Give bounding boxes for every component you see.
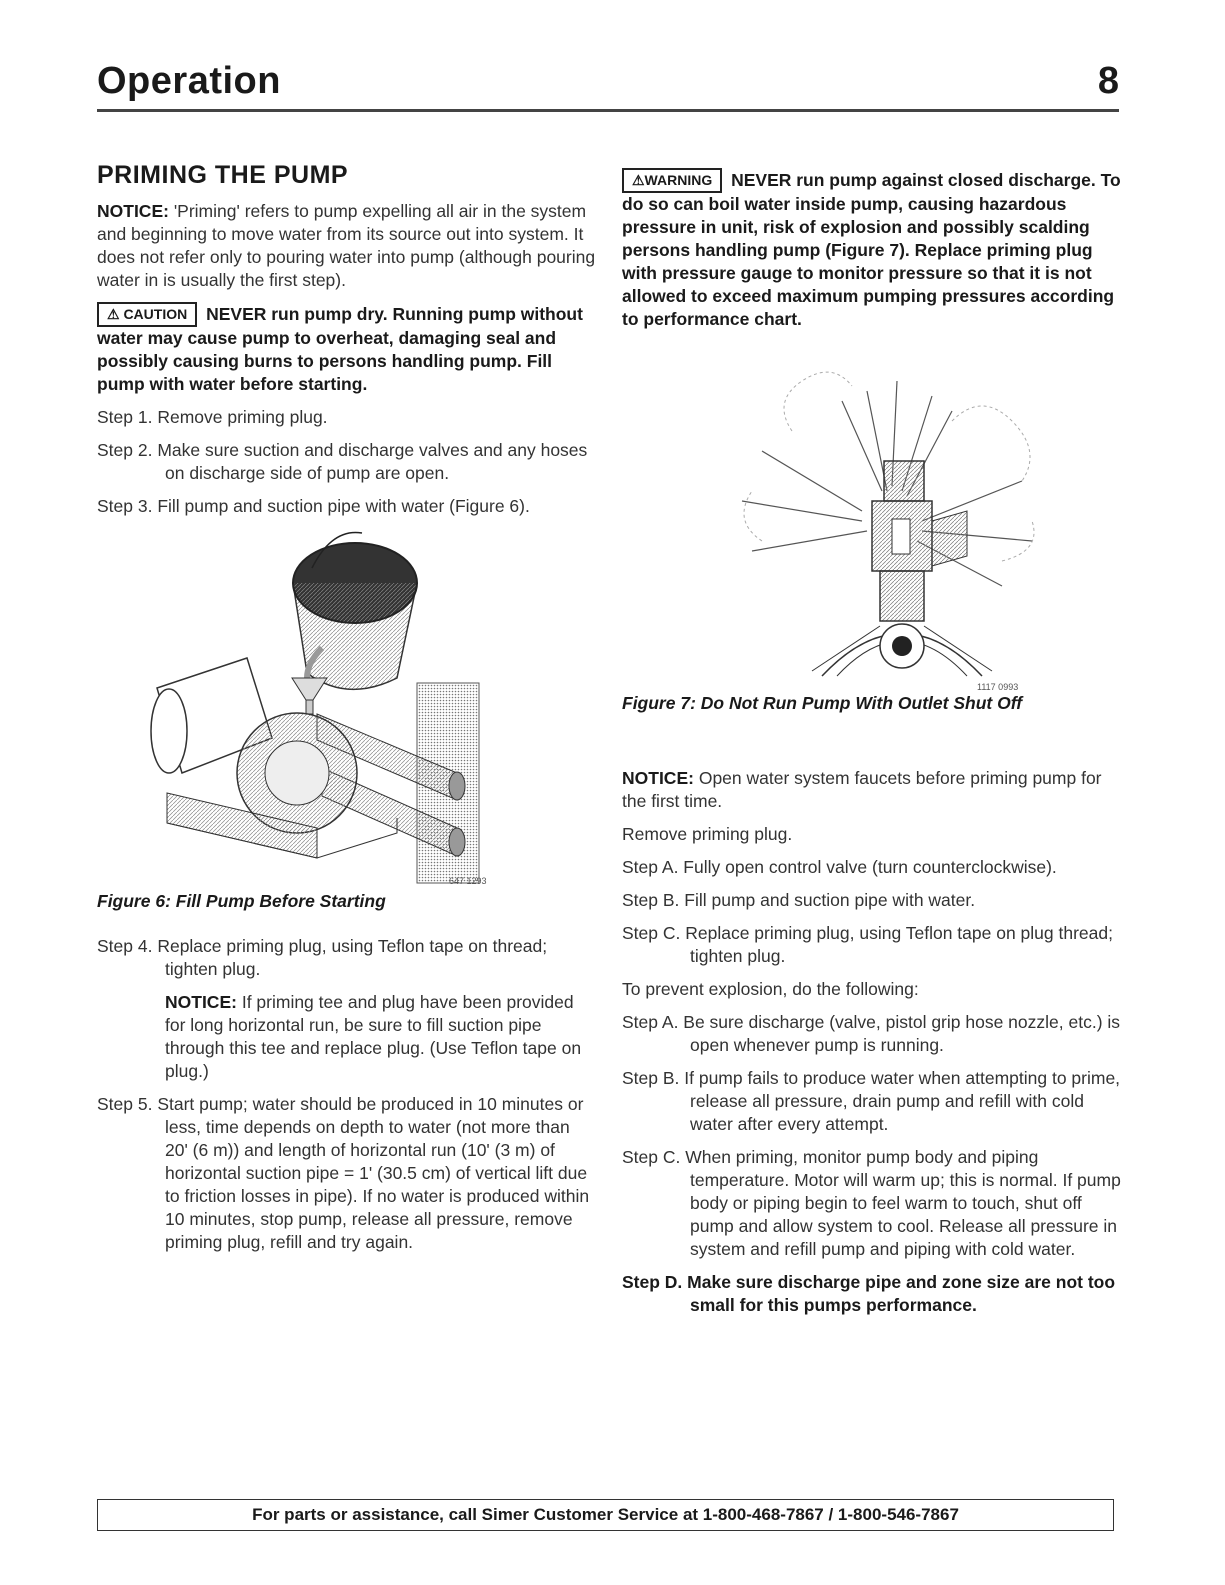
step-d: Step D. Make sure discharge pipe and zone size are not too small for this pumps performance. xyxy=(622,1272,1116,1315)
step-item: Step 5. Start pump; water should be produced in 10 minutes or less, time depends on depth to water (not more than 20' (6 m)) and length of horizontal run (10' (3 m) of horizontal suction pipe = 1' (30.5 cm) of vertical lift due to friction losses in pipe). If no water is produced within 10 minutes, stop pump, release all pressure, remove priming plug, refill and try again. xyxy=(97,1094,590,1252)
figure-caption: Figure 6: Fill Pump Before Starting xyxy=(97,891,386,911)
step-item: Step 2. Make sure suction and discharge valves and any hoses on discharge side of pump are open. xyxy=(97,440,588,483)
warning-text: NEVER run pump against closed discharge. To do so can boil water inside pump, causing hazardous pressure in unit, risk of explosion and possibly scalding persons handling pump (Figure 7). Replace priming plug with pressure gauge to monitor pressure so that it is not allowed to exceed maximum pumping pressures according to performance chart. xyxy=(622,170,1121,329)
step-item: Step C. Replace priming plug, using Teflon tape on plug thread; tighten plug. xyxy=(622,923,1113,966)
page-number: 8 xyxy=(1097,60,1119,102)
remove-plug-text: Remove priming plug. xyxy=(622,824,793,844)
step-item: Step A. Be sure discharge (valve, pistol grip hose nozzle, etc.) is open whenever pump is running. xyxy=(622,1012,1121,1055)
notice-label: NOTICE: xyxy=(165,992,237,1012)
step-item: Step C. When priming, monitor pump body and piping temperature. Motor will warm up; this is normal. If pump body or piping begin to feel warm to touch, shut off pump and allow system to cool. Release all pressure in system and refill pump and piping with cold water. xyxy=(622,1147,1121,1259)
right-column xyxy=(622,160,1122,1327)
caution-paragraph xyxy=(97,302,597,396)
warning-badge: ⚠WARNING xyxy=(622,168,722,193)
step-notice xyxy=(165,991,597,1083)
figure-7 xyxy=(622,341,1122,692)
step-item: Step 4. Replace priming plug, using Teflon tape on thread; tighten plug. xyxy=(97,936,548,979)
notice-text: If priming tee and plug have been provided for long horizontal run, be sure to fill suction pipe through this tee and replace plug. (Use Teflon tape on plug.) xyxy=(165,992,582,1081)
notice-label: NOTICE: xyxy=(97,201,169,221)
notice-text: Open water system faucets before priming pump for the first time. xyxy=(622,768,1102,811)
notice-paragraph xyxy=(622,767,1122,813)
page-title: Operation xyxy=(97,60,281,102)
warning-paragraph xyxy=(622,168,1122,331)
figure-code: 647 1293 xyxy=(449,876,487,886)
figure-code: 1117 0993 xyxy=(977,682,1019,692)
figure-6 xyxy=(97,528,597,888)
prevent-explosion-text: To prevent explosion, do the following: xyxy=(622,979,919,999)
section-title: PRIMING THE PUMP xyxy=(97,161,349,189)
fill-pump-illustration xyxy=(97,528,597,888)
step-item: Step A. Fully open control valve (turn counterclockwise). xyxy=(622,857,1057,877)
step-item: Step B. If pump fails to produce water when attempting to prime, release all pressure, drain pump and refill with cold water after every attempt. xyxy=(622,1068,1121,1134)
step-item: Step B. Fill pump and suction pipe with water. xyxy=(622,890,976,910)
caution-text: NEVER run pump dry. Running pump without water may cause pump to overheat, damaging seal and possibly causing burns to persons handling pump. Fill pump with water before starting. xyxy=(97,304,583,394)
notice-paragraph xyxy=(97,200,597,292)
header-rule xyxy=(97,109,1119,112)
left-column xyxy=(97,160,597,1264)
footer-contact-banner: For parts or assistance, call Simer Customer Service at 1-800-468-7867 / 1-800-546-7867 xyxy=(97,1499,1114,1531)
step-item: Step 1. Remove priming plug. xyxy=(97,407,328,427)
notice-label: NOTICE: xyxy=(622,768,694,788)
caution-badge: ⚠ CAUTION xyxy=(97,302,197,327)
figure-caption: Figure 7: Do Not Run Pump With Outlet Shut Off xyxy=(622,693,1023,713)
outlet-shut-off-illustration xyxy=(622,341,1122,686)
step-item: Step 3. Fill pump and suction pipe with water (Figure 6). xyxy=(97,496,530,516)
notice-text: 'Priming' refers to pump expelling all air in the system and beginning to move water from its source out into system. It does not refer only to pouring water into pump (although pouring water in is usually the first step). xyxy=(97,201,596,290)
